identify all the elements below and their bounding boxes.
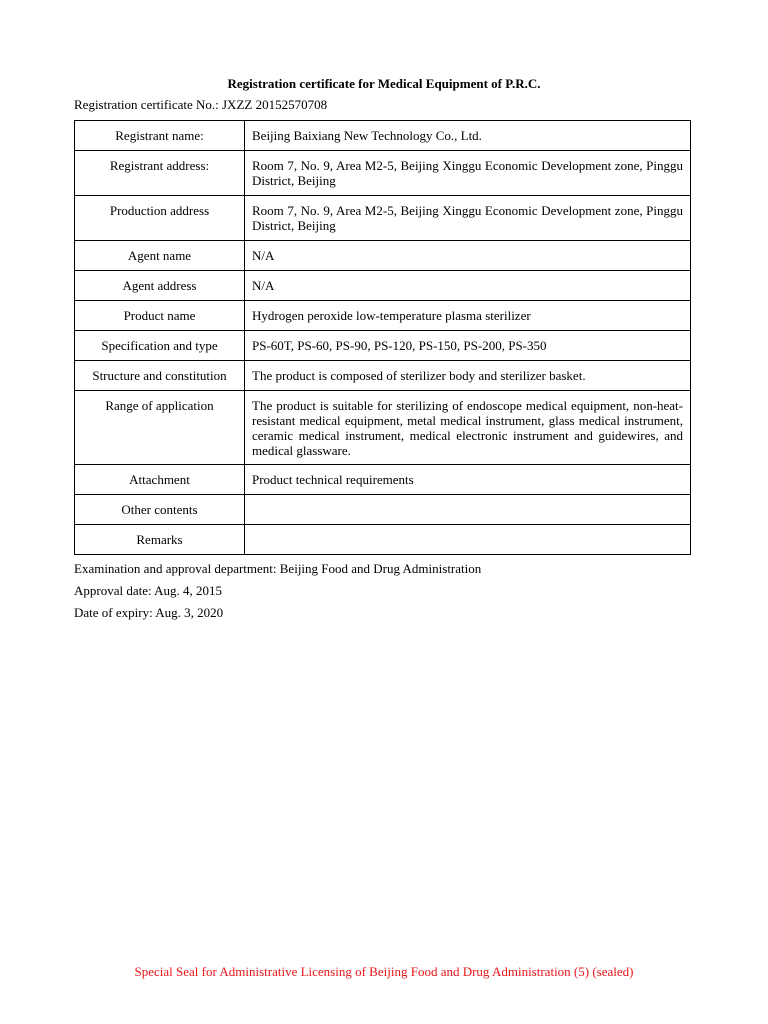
row-label: Other contents (75, 495, 245, 525)
row-value: Hydrogen peroxide low-temperature plasma sterilizer (245, 301, 691, 331)
row-label: Registrant name: (75, 121, 245, 151)
row-value: Beijing Baixiang New Technology Co., Ltd. (245, 121, 691, 151)
row-value: PS-60T, PS-60, PS-90, PS-120, PS-150, PS-200, PS-350 (245, 331, 691, 361)
row-value: The product is suitable for sterilizing of endoscope medical equipment, non-heat-resistant medical equipment, metal medical instrument, glass medical instrument, ceramic medical instrument, medical electronic instrument and guidewires, and medical glassware. (245, 391, 691, 465)
row-label: Production address (75, 196, 245, 241)
row-value: The product is composed of sterilizer body and sterilizer basket. (245, 361, 691, 391)
table-row-production-address (75, 196, 691, 241)
row-label: Registrant address: (75, 151, 245, 196)
row-value (245, 495, 691, 525)
table-row-registrant-address (75, 151, 691, 196)
row-value: Product technical requirements (245, 465, 691, 495)
expiry-date: Date of expiry: Aug. 3, 2020 (74, 605, 224, 620)
table-row-agent-name (75, 241, 691, 271)
table-row-attachment (75, 465, 691, 495)
approval-date: Approval date: Aug. 4, 2015 (74, 583, 223, 598)
table-row-remarks (75, 525, 691, 555)
table-row-other-contents (75, 495, 691, 525)
row-value: Room 7, No. 9, Area M2-5, Beijing Xinggu Economic Development zone, Pinggu District, Beijing (245, 196, 691, 241)
approval-department: Examination and approval department: Beijing Food and Drug Administration (74, 561, 482, 576)
table-row-structure (75, 361, 691, 391)
row-label: Product name (75, 301, 245, 331)
row-label: Agent address (75, 271, 245, 301)
table-row-registrant-name (75, 121, 691, 151)
row-value: N/A (245, 271, 691, 301)
table-row-agent-address (75, 271, 691, 301)
table-row-specification (75, 331, 691, 361)
certificate-number: Registration certificate No.: JXZZ 20152570708 (74, 97, 328, 112)
row-label: Specification and type (75, 331, 245, 361)
row-value: N/A (245, 241, 691, 271)
table-row-product-name (75, 301, 691, 331)
table-row-range-of-application (75, 391, 691, 465)
row-label: Agent name (75, 241, 245, 271)
row-label: Attachment (75, 465, 245, 495)
certificate-table (74, 120, 691, 555)
row-value: Room 7, No. 9, Area M2-5, Beijing Xinggu Economic Development zone, Pinggu District, Beijing (245, 151, 691, 196)
row-label: Remarks (75, 525, 245, 555)
row-value (245, 525, 691, 555)
row-label: Structure and constitution (75, 361, 245, 391)
document-title: Registration certificate for Medical Equipment of P.R.C. (227, 76, 541, 91)
seal-note: Special Seal for Administrative Licensing of Beijing Food and Drug Administration (5) (sealed) (134, 964, 634, 979)
row-label: Range of application (75, 391, 245, 465)
